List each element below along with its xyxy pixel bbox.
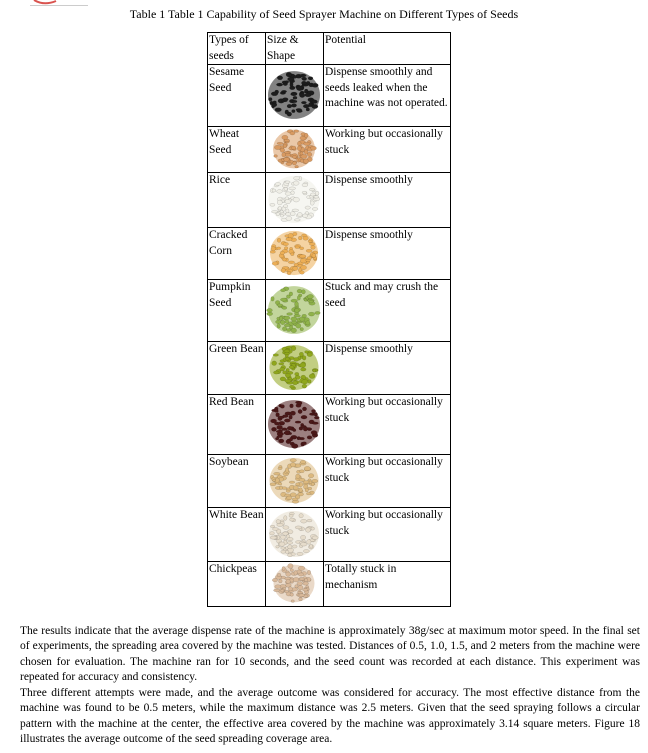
results-paragraph-1: The results indicate that the average dispense rate of the machine is approximately 38g/sec at maximum motor speed. In the final set of experiments, the spreading area covered by the machine was tested. Distances of 0.5, 1.0, 1.5, and 2 meters from the machine were chosen for evaluation. The machine ran for 10 seconds, and the seed count was recorded at each distance. This experiment was repeated for accuracy and consistency. <box>20 625 640 684</box>
seed-image-cell <box>266 127 324 173</box>
seed-photo <box>266 455 322 506</box>
seed-type-cell: Red Bean <box>208 395 266 455</box>
seed-type-cell: Pumpkin Seed <box>208 280 266 342</box>
seed-photo <box>266 65 322 125</box>
seed-image-cell <box>266 508 324 562</box>
seed-potential-cell: Working but occasionally stuck <box>324 127 451 173</box>
seed-potential-cell: Dispense smoothly <box>324 342 451 395</box>
results-paragraph-2: Three different attempts were made, and the average outcome was considered for accuracy. The most effective distance from the machine was found to be 0.5 meters, while the maximum distance was 2.5 meters. Given that the seed spraying follows a circular pattern with the machine at the center, the effective area covered by the machine was approximately 3.14 square meters. Figure 18 illustrates the average outcome of the seed spreading coverage area. <box>20 687 640 746</box>
seed-type-cell: White Bean <box>208 508 266 562</box>
seed-type-cell: Sesame Seed <box>208 65 266 127</box>
seed-type-cell: Soybean <box>208 455 266 508</box>
table-row <box>208 127 451 173</box>
seed-potential-cell: Working but occasionally stuck <box>324 455 451 508</box>
seed-photo <box>266 228 322 278</box>
seed-image-cell <box>266 173 324 228</box>
seed-potential-cell: Dispense smoothly and seeds leaked when the machine was not operated. <box>324 65 451 127</box>
table-row <box>208 562 451 607</box>
table-row <box>208 342 451 395</box>
seed-image-cell <box>266 228 324 280</box>
seed-photo <box>266 127 322 171</box>
table-row <box>208 65 451 127</box>
seed-photo <box>266 280 322 340</box>
seed-image-cell <box>266 65 324 127</box>
seed-type-cell: Chickpeas <box>208 562 266 607</box>
seed-image-cell <box>266 395 324 455</box>
seed-potential-cell: Working but occasionally stuck <box>324 508 451 562</box>
seed-image-cell <box>266 455 324 508</box>
table-row <box>208 173 451 228</box>
table-header-row <box>208 33 451 65</box>
table-row <box>208 280 451 342</box>
seed-photo <box>266 508 322 560</box>
table-row <box>208 228 451 280</box>
seed-photo <box>266 395 322 453</box>
seed-potential-cell: Totally stuck in mechanism <box>324 562 451 607</box>
seed-type-cell: Wheat Seed <box>208 127 266 173</box>
seed-potential-cell: Dispense smoothly <box>324 228 451 280</box>
seed-photo <box>266 173 322 226</box>
seed-photo <box>266 562 322 605</box>
seed-image-cell <box>266 342 324 395</box>
seed-capability-table <box>207 32 451 607</box>
seed-photo <box>266 342 322 393</box>
header-size-shape: Size & Shape <box>266 33 324 65</box>
seed-potential-cell: Working but occasionally stuck <box>324 395 451 455</box>
journal-logo-fragment <box>30 0 88 6</box>
seed-image-cell <box>266 562 324 607</box>
seed-image-cell <box>266 280 324 342</box>
table-caption: Table 1 Table 1 Capability of Seed Sprayer Machine on Different Types of Seeds <box>129 7 519 21</box>
seed-type-cell: Cracked Corn <box>208 228 266 280</box>
table-row <box>208 455 451 508</box>
seed-type-cell: Rice <box>208 173 266 228</box>
seed-potential-cell: Dispense smoothly <box>324 173 451 228</box>
table-row <box>208 508 451 562</box>
seed-type-cell: Green Bean <box>208 342 266 395</box>
seed-potential-cell: Stuck and may crush the seed <box>324 280 451 342</box>
header-potential: Potential <box>324 33 451 65</box>
table-row <box>208 395 451 455</box>
header-types-of-seeds: Types of seeds <box>208 33 266 65</box>
